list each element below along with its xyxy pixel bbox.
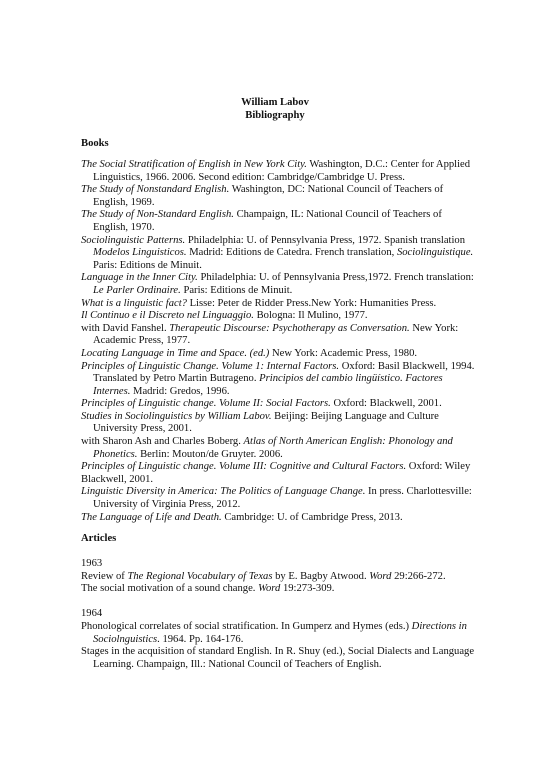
book-title: Principles of Linguistic change. Volume II: Social Factors. (81, 398, 331, 410)
book-details: Bologna: Il Mulino, 1977. (253, 310, 368, 322)
author-name: William Labov (241, 97, 309, 108)
article-text: 29:266-272. (391, 570, 446, 582)
book-title: Atlas of North American English: Phonology and Phonetics. (93, 436, 453, 460)
articles-heading: Articles (81, 533, 117, 544)
book-entry (81, 235, 479, 273)
book-entry (81, 461, 479, 486)
book-entry (81, 159, 479, 184)
book-title: Principles of Linguistic change. Volume III: Cognitive and Cultural Factors. (81, 461, 407, 473)
book-details: Washington, D.C.: Center for Applied Linguistics, 1966. 2006. Second edition: Cambridge/Cambridge U. Press. (93, 159, 471, 183)
book-entry (81, 512, 479, 525)
book-details: Paris: Editions de Minuit. (93, 259, 202, 271)
year-heading: 1964 (81, 608, 103, 620)
books-list (81, 159, 479, 524)
translation-title: Sociolinguistique. (396, 247, 474, 259)
journal-name: Word (258, 583, 281, 595)
book-details: Berlin: Mouton/de Gruyter. 2006. (137, 448, 283, 460)
book-details: Oxford: Basil Blackwell, 1994. Translated by Petro Martin Butrageno. (93, 360, 475, 385)
book-details: Cambridge: U. of Cambridge Press, 2013. (221, 511, 403, 523)
year-heading: 1963 (81, 558, 103, 569)
article-text: Review of (81, 570, 128, 582)
book-details: Paris: Editions de Minuit. (180, 284, 293, 296)
articles-list (81, 558, 479, 671)
article-entry (81, 583, 479, 596)
document-title: Bibliography (245, 110, 305, 121)
article-text: by E. Bagby Atwood. (272, 570, 370, 582)
book-details: Oxford: Wiley Blackwell, 2001. (81, 461, 471, 485)
article-text: 19:273-309. (280, 583, 335, 595)
book-entry (81, 310, 479, 323)
book-title: Therapeutic Discourse: Psychotherapy as Conversation. (169, 322, 410, 334)
book-details: New York: Academic Press, 1980. (269, 347, 418, 359)
article-text: The social motivation of a sound change. (81, 583, 259, 595)
book-details: Philadelphia: U. of Pennsylvania Press, 1972. Spanish translation (185, 234, 465, 246)
book-title: The Social Stratification of English in New York City. (81, 159, 307, 170)
spacer (81, 596, 479, 609)
translation-title: Le Parler Ordinaire. (93, 284, 181, 296)
book-entry (81, 323, 479, 348)
book-entry (81, 184, 479, 209)
book-title: The Study of Non-Standard English. (81, 209, 234, 221)
book-title: Linguistic Diversity in America: The Politics of Language Change. (81, 486, 366, 498)
book-title: The Language of Life and Death. (81, 511, 222, 523)
translation-title: Modelos Linguisticos. (93, 247, 187, 259)
article-text: . 1964. Pp. 164-176. (157, 633, 244, 645)
book-details: Madrid: Gredos, 1996. (130, 385, 230, 397)
article-entry: Stages in the acquisition of standard English. In R. Shuy (ed.), Social Dialects and Language Learning. Champaign, Ill.: National Council of Teachers of English. (81, 646, 475, 670)
book-title: Directions in Sociolnguistics (93, 620, 467, 645)
book-details: Oxford: Blackwell, 2001. (330, 398, 442, 410)
books-heading: Books (81, 138, 109, 149)
article-text: Phonological correlates of social stratification. In Gumperz and Hymes (eds.) (81, 620, 412, 632)
book-entry (81, 272, 479, 297)
book-entry (81, 486, 479, 511)
book-details: Washington, DC: National Council of Teachers of English, 1969. (93, 184, 444, 208)
book-title: Principles of Linguistic Change. Volume 1: Internal Factors. (81, 360, 340, 372)
book-entry (81, 361, 479, 399)
coauthors: with Sharon Ash and Charles Boberg. (81, 436, 244, 448)
book-details: Philadelphia: U. of Pennsylvania Press,1972. French translation: (197, 272, 474, 284)
book-title: Il Continuo e il Discreto nel Linguaggio. (81, 310, 254, 322)
page-header (0, 97, 550, 123)
book-title: What is a linguistic fact? (81, 297, 187, 309)
coauthors: with David Fanshel. (81, 322, 170, 334)
book-details: Champaign, IL: National Council of Teachers of English, 1970. (93, 209, 442, 233)
journal-name: Word (369, 570, 392, 582)
book-details: Beijing: Beijing Language and Culture University Press, 2001. (93, 410, 439, 435)
book-entry (81, 398, 479, 411)
book-details: New York: Academic Press, 1977. (93, 322, 459, 347)
book-title: Studies in Sociolinguistics by William Labov. (81, 410, 272, 422)
article-entry (81, 621, 479, 646)
article-title: The Regional Vocabulary of Texas (127, 570, 273, 582)
translation-title: Principios del cambio lingüístico. Factores Internes. (93, 373, 443, 397)
book-title: The Study of Nonstandard English. (81, 184, 230, 196)
book-title: Locating Language in Time and Space. (ed.) (81, 347, 270, 359)
book-details: Lisse: Peter de Ridder Press.New York: Humanities Press. (186, 297, 437, 309)
book-title: Sociolinguistic Patterns. (81, 234, 186, 246)
article-entry (81, 571, 479, 584)
book-details: In press. Charlottesville: University of Virginia Press, 2012. (93, 486, 472, 511)
book-details: Madrid: Editions de Catedra. French translation, (186, 247, 397, 259)
book-entry (81, 209, 479, 234)
book-entry (81, 436, 479, 461)
book-entry (81, 298, 479, 311)
book-entry (81, 411, 479, 436)
book-title: Language in the Inner City. (81, 272, 198, 284)
book-entry (81, 348, 479, 361)
